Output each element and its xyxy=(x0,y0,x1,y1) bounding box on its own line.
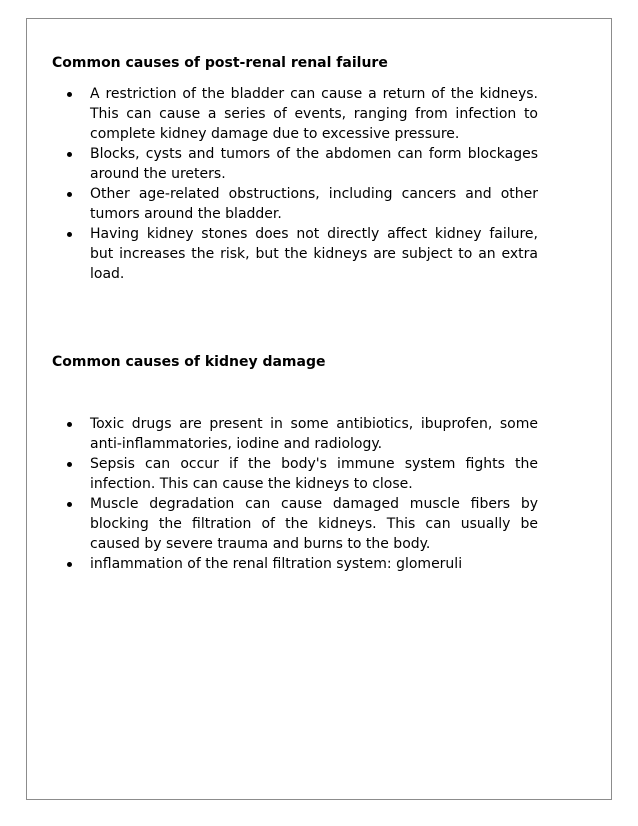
bullet-icon xyxy=(67,232,72,237)
list-item xyxy=(52,144,538,184)
list-item xyxy=(52,414,538,454)
list-item xyxy=(52,224,538,284)
bullet-icon xyxy=(67,502,72,507)
list-item-text: A restriction of the bladder can cause a return of the kidneys. This can cause a series of events, ranging from infection to complete kidney damage due to excessive pressure. xyxy=(90,86,538,142)
list-item xyxy=(52,184,538,224)
list-item xyxy=(52,84,538,144)
list-item-text: Having kidney stones does not directly affect kidney failure, but increases the risk, but the kidneys are subject to an extra load. xyxy=(90,226,538,282)
list-item-text: inflammation of the renal filtration system: glomeruli xyxy=(90,556,463,572)
bullet-icon xyxy=(67,192,72,197)
kidney-damage-causes-list xyxy=(52,414,538,574)
post-renal-causes-list xyxy=(52,84,538,284)
bullet-icon xyxy=(67,562,72,567)
list-item-text: Muscle degradation can cause damaged muscle fibers by blocking the filtration of the kidneys. This can usually be caused by severe trauma and burns to the body. xyxy=(90,496,538,552)
list-item-text: Blocks, cysts and tumors of the abdomen can form blockages around the ureters. xyxy=(90,146,538,182)
list-item xyxy=(52,554,538,574)
list-item-text: Sepsis can occur if the body's immune system fights the infection. This can cause the kidneys to close. xyxy=(90,456,538,492)
list-item xyxy=(52,454,538,494)
bullet-icon xyxy=(67,152,72,157)
bullet-icon xyxy=(67,422,72,427)
list-item xyxy=(52,494,538,554)
bullet-icon xyxy=(67,462,72,467)
section-heading-kidney-damage: Common causes of kidney damage xyxy=(52,354,326,370)
list-item-text: Other age-related obstructions, including cancers and other tumors around the bladder. xyxy=(90,186,538,222)
bullet-icon xyxy=(67,92,72,97)
section-heading-post-renal-failure: Common causes of post-renal renal failure xyxy=(52,55,388,71)
list-item-text: Toxic drugs are present in some antibiotics, ibuprofen, some anti-inflammatories, iodine and radiology. xyxy=(90,416,538,452)
